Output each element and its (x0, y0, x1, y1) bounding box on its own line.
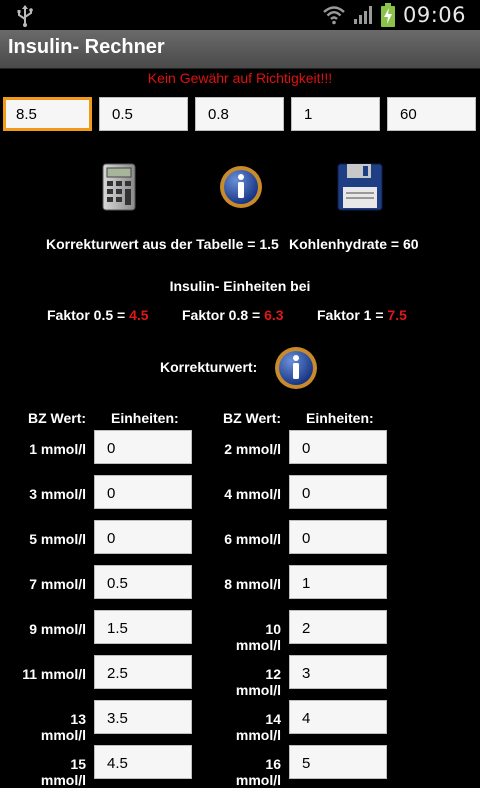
units-field[interactable] (94, 565, 192, 599)
units-field[interactable] (289, 475, 387, 509)
bz-column-header: BZ Wert: (223, 410, 282, 426)
factor-label: Faktor 0.8 = (182, 307, 261, 323)
status-time: 09:06 (402, 3, 466, 27)
units-field[interactable] (289, 430, 387, 464)
units-field[interactable] (289, 700, 387, 734)
bz-column-header: BZ Wert: (28, 410, 87, 426)
units-field[interactable] (94, 700, 192, 734)
status-bar (0, 0, 480, 30)
factor-value: 4.5 (129, 307, 149, 323)
korrektur-value: 1.5 (259, 236, 279, 252)
bz-value-label: 7 mmol/l (29, 576, 86, 592)
bz-value-label: 10 mmol/l (235, 621, 281, 653)
korrekturwert-summary (46, 236, 279, 252)
blood-sugar-input[interactable] (3, 97, 92, 131)
info-icon[interactable] (273, 345, 319, 391)
factor-result-3 (317, 307, 407, 323)
units-field[interactable] (289, 655, 387, 689)
bz-value-label: 12 mmol/l (235, 666, 281, 698)
battery-charging-icon (381, 3, 395, 27)
korrekturwert-label: Korrekturwert: (160, 359, 258, 375)
bz-value-label: 3 mmol/l (29, 486, 86, 502)
units-column-header: Einheiten: (111, 410, 179, 426)
bz-value-label: 1 mmol/l (29, 441, 86, 457)
action-bar (0, 30, 480, 69)
wifi-icon (323, 5, 345, 25)
units-field[interactable] (289, 745, 387, 779)
factor-3-input[interactable] (291, 97, 380, 131)
units-field[interactable] (94, 655, 192, 689)
units-field[interactable] (289, 610, 387, 644)
units-field[interactable] (94, 475, 192, 509)
factor-label: Faktor 0.5 = (47, 307, 126, 323)
factor-label: Faktor 1 = (317, 307, 384, 323)
disclaimer-text: Kein Gewähr auf Richtigkeit!!! (147, 70, 333, 86)
factor-result-1 (47, 307, 149, 323)
units-column-header: Einheiten: (306, 410, 374, 426)
units-field[interactable] (289, 520, 387, 554)
floppy-disk-icon[interactable] (337, 163, 383, 211)
insulin-units-heading: Insulin- Einheiten bei (169, 278, 311, 294)
bz-value-label: 8 mmol/l (224, 576, 281, 592)
factor-result-2 (182, 307, 284, 323)
bz-value-label: 14 mmol/l (235, 711, 281, 743)
factor-value: 6.3 (264, 307, 284, 323)
kh-value: 60 (402, 236, 419, 252)
signal-icon (353, 5, 373, 25)
kh-label: Kohlenhydrate = (289, 236, 400, 252)
carbohydrates-summary (289, 236, 419, 252)
usb-icon (14, 5, 36, 27)
bz-value-label: 4 mmol/l (224, 486, 281, 502)
units-field[interactable] (289, 565, 387, 599)
units-field[interactable] (94, 610, 192, 644)
bz-value-label: 5 mmol/l (29, 531, 86, 547)
bz-value-label: 13 mmol/l (40, 711, 86, 743)
units-field[interactable] (94, 745, 192, 779)
units-field[interactable] (94, 520, 192, 554)
units-field[interactable] (94, 430, 192, 464)
calculator-icon[interactable] (101, 163, 137, 211)
bz-value-label: 15 mmol/l (40, 756, 86, 788)
bz-value-label: 2 mmol/l (224, 441, 281, 457)
carbohydrates-input[interactable] (387, 97, 476, 131)
factor-value: 7.5 (387, 307, 407, 323)
korrektur-label: Korrekturwert aus der Tabelle = (46, 236, 256, 252)
bz-value-label: 6 mmol/l (224, 531, 281, 547)
info-icon[interactable] (218, 164, 264, 210)
bz-value-label: 11 mmol/l (22, 666, 86, 682)
bz-value-label: 9 mmol/l (29, 621, 86, 637)
bz-value-label: 16 mmol/l (235, 756, 281, 788)
factor-1-input[interactable] (99, 97, 188, 131)
factor-2-input[interactable] (195, 97, 284, 131)
app-title: Insulin- Rechner (8, 36, 165, 58)
